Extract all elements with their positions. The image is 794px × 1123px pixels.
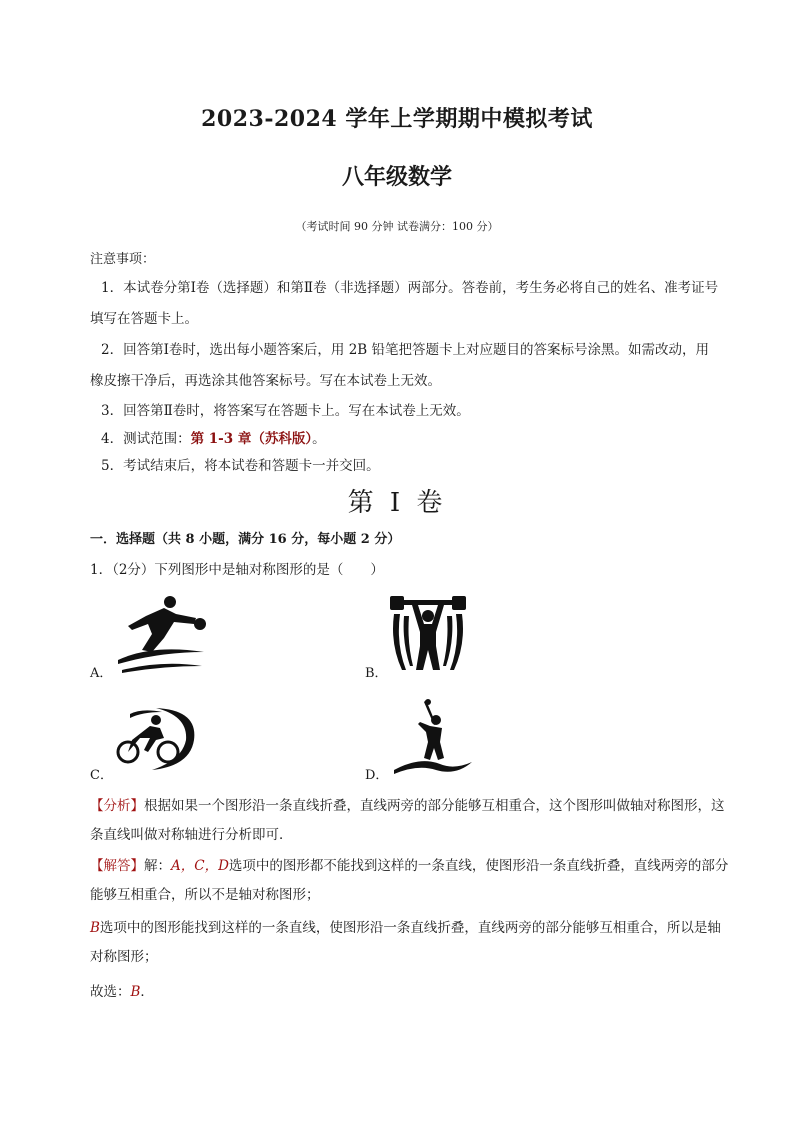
section-title: 第 I 卷	[347, 488, 447, 518]
conclusion-letter: B	[130, 984, 141, 1000]
notice-item-4	[90, 425, 722, 453]
golfer-icon	[390, 698, 476, 778]
conclusion-suffix: ．	[140, 984, 154, 1000]
question-1-stem: 1．（2分）下列图形中是轴对称图形的是（ ）	[90, 562, 384, 578]
notice-item-4-suffix: 。	[312, 431, 326, 447]
volleyball-player-icon	[112, 594, 212, 674]
notice-heading: 注意事项：	[90, 252, 156, 267]
exam-title: 2023-2024 学年上学期期中模拟考试	[201, 106, 593, 132]
notice-item-3: 3．回答第Ⅱ卷时，将答案写在答题卡上。写在本试卷上无效。	[101, 403, 470, 419]
answer-paragraph-1	[90, 852, 730, 910]
answer-intro: 解：	[144, 858, 171, 874]
cyclist-icon	[112, 704, 200, 774]
option-c-label: C．	[90, 768, 113, 783]
answer-letter-b: B	[90, 920, 100, 936]
option-a-label: A．	[90, 666, 113, 681]
exam-meta: （考试时间 90 分钟 试卷满分：100 分）	[295, 220, 499, 233]
conclusion	[90, 978, 730, 1007]
answer-letters-acd: A，C，D	[171, 858, 229, 874]
option-d-label: D．	[365, 768, 389, 783]
analysis-text: 根据如果一个图形沿一条直线折叠，直线两旁的部分能够互相重合，这个图形叫做轴对称图形，这条直线叫做对称轴进行分析即可．	[90, 798, 725, 843]
notice-item-4-prefix: 4．测试范围：	[101, 431, 191, 447]
notice-item-5: 5．考试结束后，将本试卷和答题卡一并交回。	[101, 458, 380, 474]
analysis-paragraph	[90, 792, 730, 850]
notice-item-2: 2．回答第Ⅰ卷时，选出每小题答案后，用 2B 铅笔把答题卡上对应题目的答案标号涂黑。如需改动，用橡皮擦干净后，再选涂其他答案标号。写在本试卷上无效。	[90, 342, 710, 389]
analysis-tag: 【分析】	[90, 798, 144, 814]
option-b-label: B．	[365, 666, 388, 681]
weightlifter-icon	[388, 594, 468, 674]
answer-part-2: 选项中的图形能找到这样的一条直线，使图形沿一条直线折叠，直线两旁的部分能够互相重合，所以是轴对称图形；	[90, 920, 721, 965]
exam-subtitle: 八年级数学	[341, 164, 452, 190]
conclusion-prefix: 故选：	[90, 984, 131, 1000]
answer-part-1: 选项中的图形都不能找到这样的一条直线，使图形沿一条直线折叠，直线两旁的部分能够互相重合，所以不是轴对称图形；	[90, 858, 729, 903]
notice-item-1: 1．本试卷分第Ⅰ卷（选择题）和第Ⅱ卷（非选择题）两部分。答卷前，考生务必将自己的姓名、准考证号填写在答题卡上。	[90, 280, 719, 327]
answer-tag: 【解答】	[90, 858, 144, 874]
section-heading: 一．选择题（共 8 小题，满分 16 分，每小题 2 分）	[90, 532, 401, 547]
answer-paragraph-2	[90, 914, 730, 972]
notice-item-4-scope: 第 1-3 章（苏科版）	[190, 431, 313, 447]
